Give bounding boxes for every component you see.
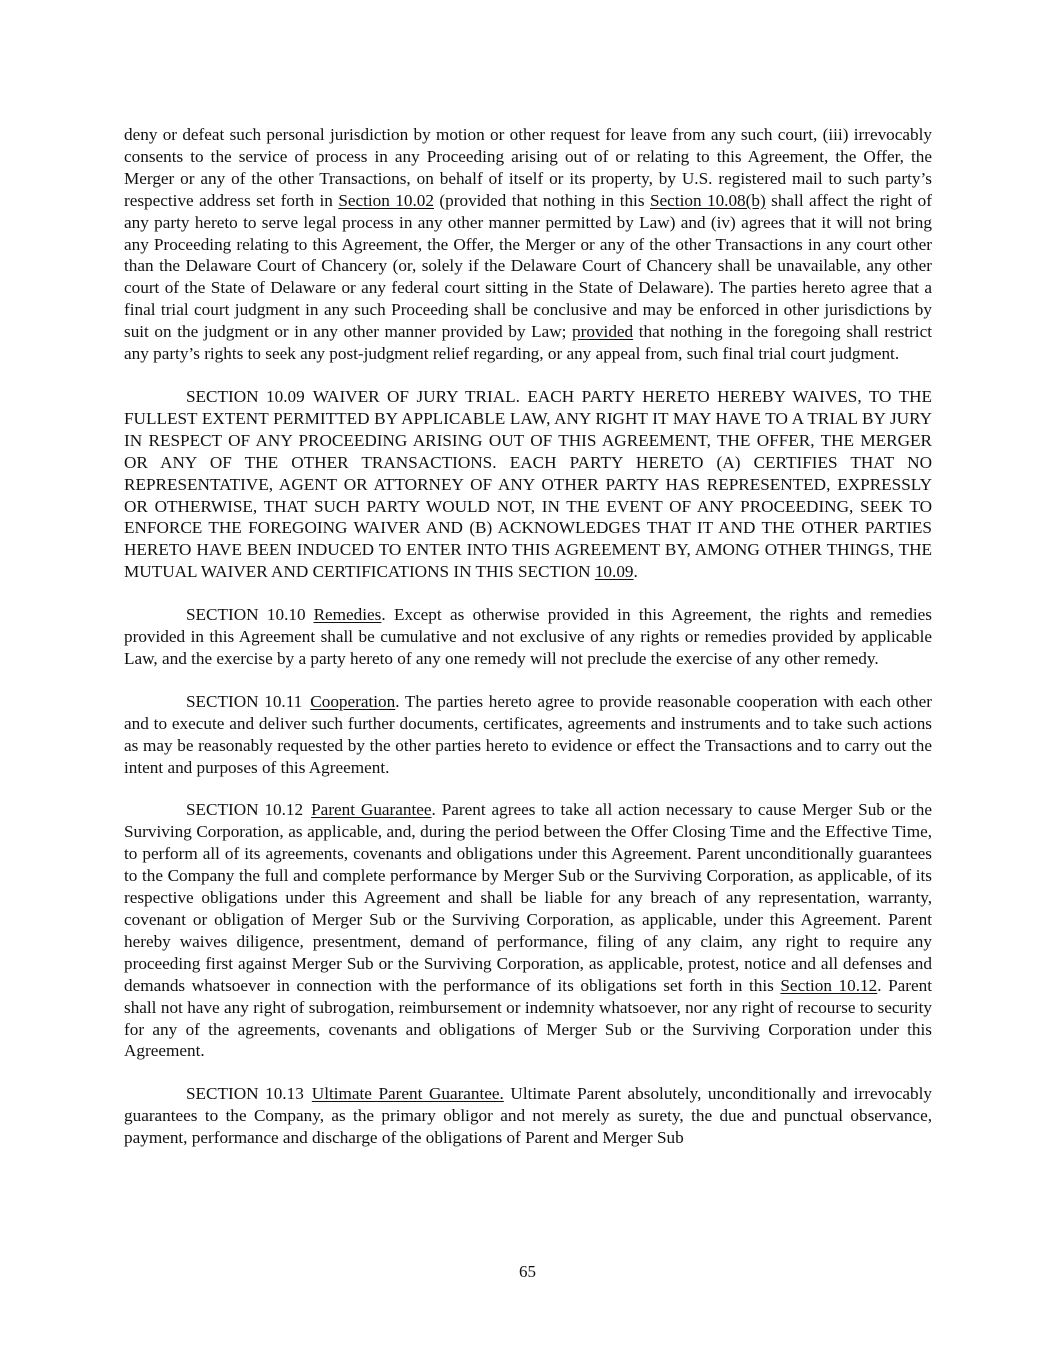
section-reference-10-12[interactable]: Section 10.12 (780, 975, 878, 995)
section-body: WAIVER OF JURY TRIAL. EACH PARTY HERETO HEREBY WAIVES, TO THE FULLEST EXTENT PERMITTED BY APPLICABLE LAW, ANY RIGHT IT MAY HAVE TO A TRIAL BY JURY IN RESPECT OF ANY PROCEEDING ARISING OUT OF THIS AGREEMENT, THE OFFER, THE MERGER OR ANY OF THE OTHER TRANSACTIONS. EACH PARTY HERETO (A) CERTIFIES THAT NO REPRESENTATIVE, AGENT OR ATTORNEY OF ANY OTHER PARTY HAS REPRESENTED, EXPRESSLY OR OTHERWISE, THAT SUCH PARTY WOULD NOT, IN THE EVENT OF ANY PROCEEDING, SEEK TO ENFORCE THE FOREGOING WAIVER AND (B) ACKNOWLEDGES THAT IT AND THE OTHER PARTIES HERETO HAVE BEEN INDUCED TO ENTER INTO THIS AGREEMENT BY, AMONG OTHER THINGS, THE MUTUAL WAIVER AND CERTIFICATIONS IN THIS SECTION (124, 386, 932, 582)
text-run: deny or defeat such personal jurisdiction by motion or other request for leave from any such court, (iii) irrevocably consents to the service of process in any Proceeding arising out of or relating to this Agreement, the Offer, the Merger or any of the other Transactions, on behalf of itself or its property, by U.S. registered mail to such party’s respective address set forth in (124, 125, 932, 210)
section-title: Remedies (313, 605, 382, 625)
document-page (124, 124, 932, 1170)
section-10-13 (124, 1083, 932, 1149)
text-run: . (633, 562, 638, 582)
section-10-12 (124, 799, 932, 1062)
section-number: SECTION 10.11 (186, 691, 303, 711)
text-run: that nothing in the foregoing shall restrict any party’s rights to seek any post-judgment relief regarding, or any appeal from, such final trial court judgment. (124, 322, 932, 364)
section-reference-10-08b[interactable]: Section 10.08(b) (649, 190, 766, 210)
section-10-09 (124, 386, 932, 583)
provided-term: provided (572, 322, 634, 342)
paragraph-continuation (124, 124, 932, 365)
section-reference-10-02[interactable]: Section 10.02 (338, 190, 434, 210)
text-run: (provided that nothing in this (433, 190, 650, 210)
section-body: . The parties hereto agree to provide reasonable cooperation with each other and to execute and deliver such further documents, certificates, agreements and instruments and to take such actions as may be reasonably requested by the other parties hereto to evidence or effect the Transactions and to carry out the intent and purposes of this Agreement. (124, 691, 932, 777)
section-reference-10-09[interactable]: 10.09 (594, 562, 634, 582)
page-number: 65 (519, 1262, 536, 1281)
section-body: . Except as otherwise provided in this Agreement, the rights and remedies provided in this Agreement shall be cumulative and not exclusive of any rights or remedies provided by applicable Law, and the exercise by a party hereto of any one remedy will not preclude the exercise of any other remedy. (124, 605, 932, 668)
section-number: SECTION 10.13 (186, 1084, 304, 1104)
section-body: Ultimate Parent absolutely, unconditionally and irrevocably guarantees to the Company, as the primary obligor and not merely as surety, the due and punctual observance, payment, performance and discharge of the obligations of Parent and Merger Sub (124, 1084, 932, 1148)
section-title: Parent Guarantee (311, 800, 432, 820)
section-number: SECTION 10.12 (186, 800, 304, 820)
section-body: . Parent shall not have any right of subrogation, reimbursement or indemnity whatsoever, nor any right of recourse to security for any of the agreements, covenants and obligations of Merger Sub or the Surviving Corporation under this Agreement. (124, 975, 932, 1061)
section-10-10 (124, 604, 932, 670)
section-title: Ultimate Parent Guarantee. (311, 1084, 504, 1104)
section-body: . Parent agrees to take all action necessary to cause Merger Sub or the Surviving Corporation, as applicable, and, during the period between the Offer Closing Time and the Effective Time, to perform all of its agreements, covenants and obligations under this Agreement. Parent unconditionally guarantees to the Company the full and complete performance by Merger Sub or the Surviving Corporation, as applicable, of its respective obligations under this Agreement and shall be liable for any breach of any representation, warranty, covenant or obligation of Merger Sub or the Surviving Corporation, as applicable, under this Agreement. Parent hereby waives diligence, presentment, demand of performance, filing of any claim, any right to require any proceeding first against Merger Sub or the Surviving Corporation, as applicable, protest, notice and all defenses and demands whatsoever in connection with the performance of its obligations set forth in this (124, 800, 932, 995)
section-10-11 (124, 691, 932, 779)
section-title: Cooperation (310, 691, 396, 711)
text-run: shall affect the right of any party hereto to serve legal process in any other manner permitted by Law) and (iv) agrees that it will not bring any Proceeding relating to this Agreement, the Offer, the Merger or any of the other Transactions in any court other than the Delaware Court of Chancery (or, solely if the Delaware Court of Chancery shall be unavailable, any other court of the State of Delaware or any federal court sitting in the State of Delaware). The parties hereto agree that a final trial court judgment in any such Proceeding shall be conclusive and may be enforced in other jurisdictions by suit on the judgment or in any other manner provided by Law; (124, 190, 932, 342)
section-number: SECTION 10.10 (186, 605, 306, 625)
section-number: SECTION 10.09 (186, 386, 305, 406)
